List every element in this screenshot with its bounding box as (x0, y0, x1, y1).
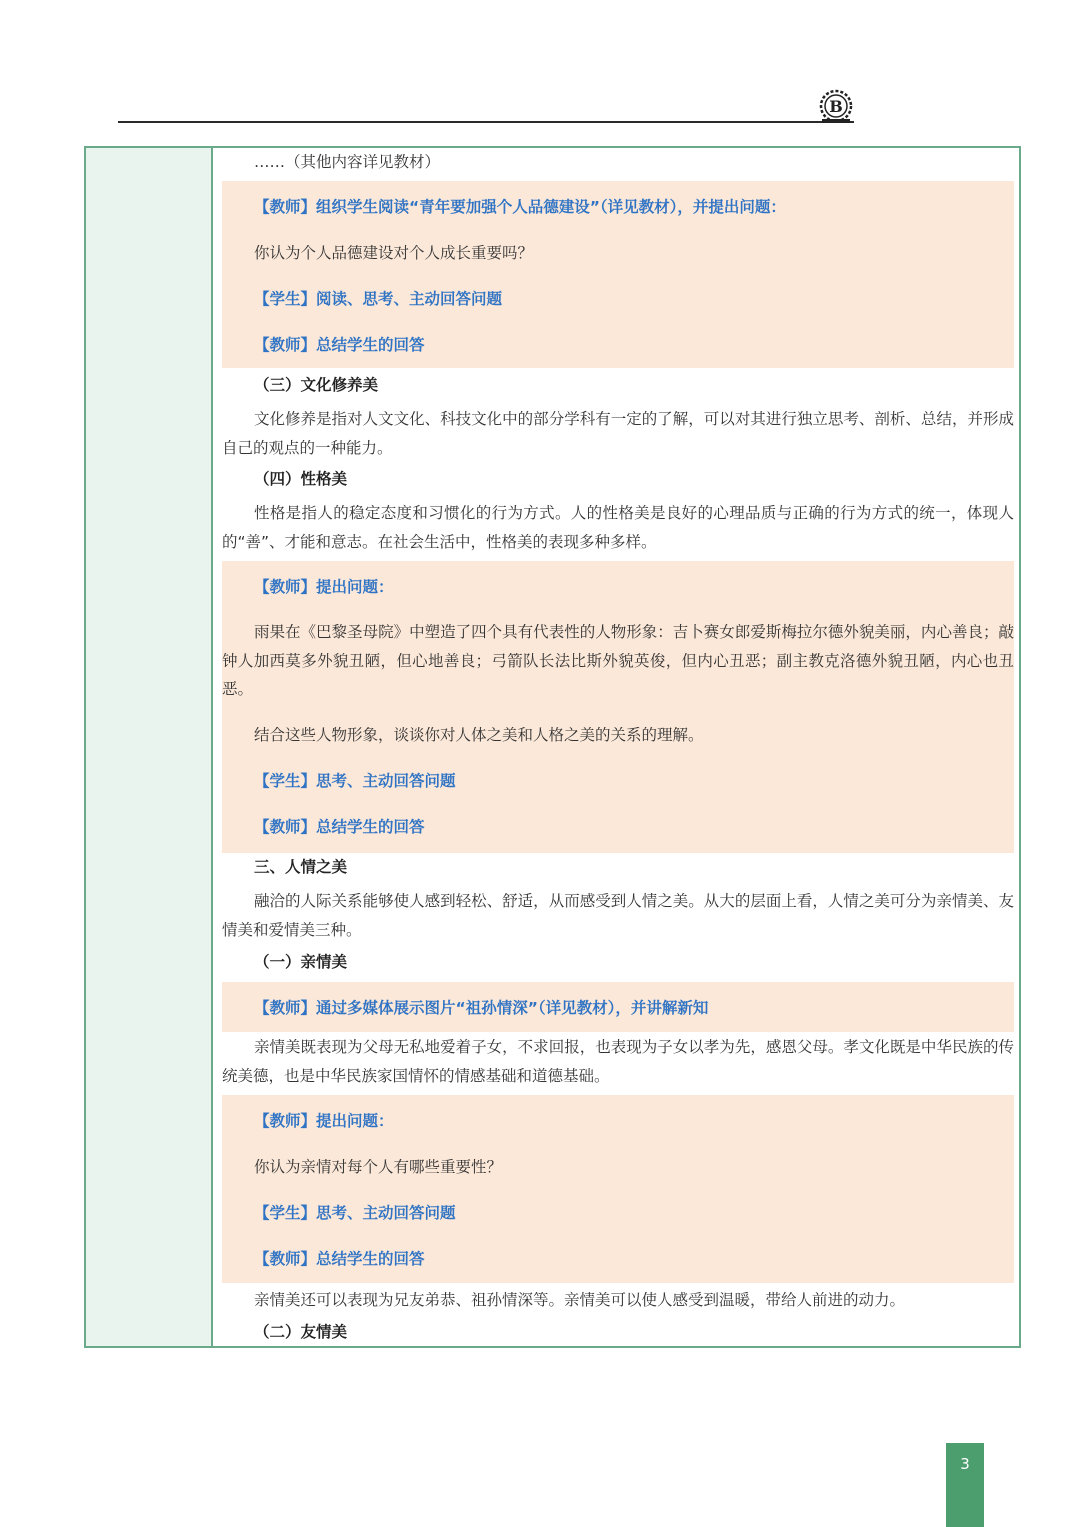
page-number-tab (946, 1443, 984, 1527)
paragraph-affection: 融洽的人际关系能够使人感到轻松、舒适，从而感受到人情之美。从大的层面上看，人情之美可分为亲情美、友情美和爱情美三种。 (222, 892, 1014, 939)
teacher-task-3: 【教师】通过多媒体展示图片“祖孙情深”（详见教材），并讲解新知 (254, 999, 709, 1017)
paragraph-family-extra: 亲情美还可以表现为兄友弟恭、祖孙情深等。亲情美可以使人感受到温暖，带给人前进的动力。 (254, 1291, 906, 1309)
heading-family: （一）亲情美 (254, 953, 348, 971)
paragraph-culture: 文化修养是指对人文文化、科技文化中的部分学科有一定的了解，可以对其进行独立思考、剖析、总结，并形成自己的观点的一种能力。 (222, 410, 1014, 457)
question-2: 结合这些人物形象，谈谈你对人体之美和人格之美的关系的理解。 (254, 726, 704, 744)
teacher-summary-1: 【教师】总结学生的回答 (254, 336, 425, 354)
heading-friendship: （二）友情美 (254, 1323, 348, 1341)
publisher-logo-icon (816, 86, 856, 126)
teacher-activity-block-3 (222, 982, 1014, 1032)
question-4: 你认为亲情对每个人有哪些重要性？ (254, 1158, 503, 1176)
story-paragraph: 雨果在《巴黎圣母院》中塑造了四个具有代表性的人物形象：吉卜赛女郎爱斯梅拉尔德外貌美丽，内心善良；敲钟人加西莫多外貌丑陋，但心地善良；弓箭队长法比斯外貌英俊，但内心丑恶；副主教克洛德外貌丑陋，内心也丑恶。 (222, 623, 1014, 698)
student-response-1: 【学生】阅读、思考、主动回答问题 (254, 290, 503, 308)
heading-culture: （三）文化修养美 (254, 376, 379, 394)
student-response-4: 【学生】思考、主动回答问题 (254, 1204, 456, 1222)
teacher-question-4: 【教师】提出问题： (254, 1112, 394, 1130)
intro-line: ……（其他内容详见教材） (254, 153, 441, 171)
teacher-activity-block-2 (222, 561, 1014, 853)
teacher-activity-block-4 (222, 1095, 1014, 1283)
teacher-question-2: 【教师】提出问题： (254, 578, 394, 596)
teacher-summary-2: 【教师】总结学生的回答 (254, 818, 425, 836)
heading-affection: 三、人情之美 (254, 858, 348, 876)
student-response-2: 【学生】思考、主动回答问题 (254, 772, 456, 790)
heading-character: （四）性格美 (254, 470, 348, 488)
header-rule (118, 121, 854, 123)
teacher-activity-block-1 (222, 181, 1014, 368)
svg-text:B: B (829, 97, 843, 116)
teacher-summary-4: 【教师】总结学生的回答 (254, 1250, 425, 1268)
lesson-table (84, 146, 1021, 1348)
question-1: 你认为个人品德建设对个人成长重要吗？ (254, 244, 534, 262)
teacher-task-1: 【教师】组织学生阅读“青年要加强个人品德建设”（详见教材），并提出问题： (254, 198, 786, 216)
paragraph-family: 亲情美既表现为父母无私地爱着子女，不求回报，也表现为子女以孝为先，感恩父母。孝文化既是中华民族的传统美德，也是中华民族家国情怀的情感基础和道德基础。 (222, 1038, 1014, 1085)
paragraph-character: 性格是指人的稳定态度和习惯化的行为方式。人的性格美是良好的心理品质与正确的行为方式的统一，体现人的“善”、才能和意志。在社会生活中，性格美的表现多种多样。 (222, 504, 1014, 551)
page-number: 3 (960, 1455, 970, 1473)
table-content-cell (222, 148, 1014, 1346)
table-left-cell (86, 148, 213, 1346)
